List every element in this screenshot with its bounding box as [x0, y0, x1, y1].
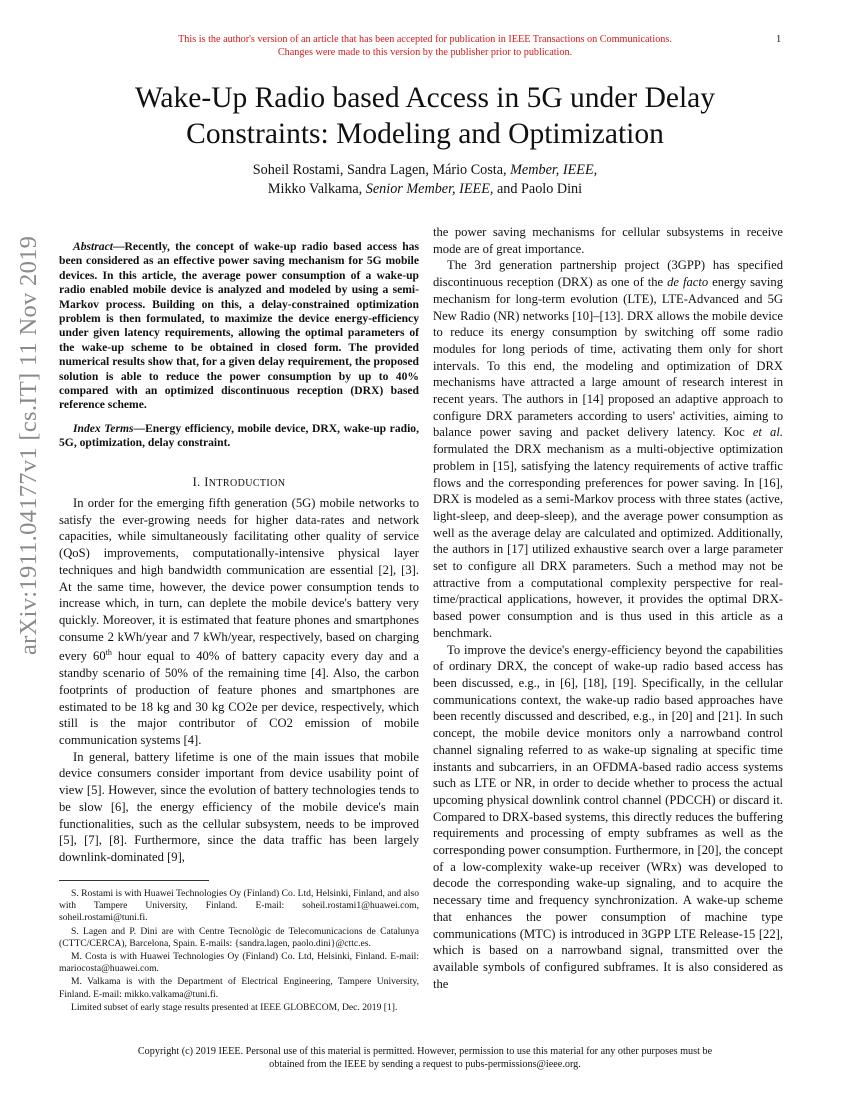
title-line-2: Constraints: Modeling and Optimization	[186, 118, 664, 150]
page-number: 1	[776, 34, 782, 45]
paragraph-text: hour equal to 40% of battery capacity every day and a standby scenario of 50% of the remaining time [4]. Also, the carbon footprints of production of feature phones and smartphones are estimated to be 18 kg and 30 kg CO2e per device, respectively, which still is the major contributor of CO2 emission of mobile communication systems [4].	[59, 649, 419, 748]
paragraph: To improve the device's energy-efficiency beyond the capabilities of ordinary DRX, the concept of wake-up radio based access has been discussed, e.g., in [6], [18], [19]. Specifically, in the cellular communications context, the wake-up radio based approaches have been recently discussed and described, e.g., in [20] and [21]. In such concept, the mobile device monitors only a narrowband control channel signaling referred to as wake-up signaling at specific time instants and subcarriers, in an OFDMA-based radio access systems such as LTE or NR, in order to decide whether to process the actual upcoming physical downlink control channel (PDCCH) or discard it. Compared to DRX-based systems, this directly reduces the buffering requirements and processing of empty subframes as well as the corresponding power consumption. Furthermore, in [20], the concept of a low-complexity wake-up receiver (WRx) was developed to decode the corresponding wake-up signaling, and to acquire the necessary time and frequency synchronization. A wake-up scheme that enhances the power consumption of machine type communications (MTC) is introduced in 3GPP LTE Release-15 [22], which is based on a narrowband signal, transmitted over the available symbols of configured subframes. It is also considered as the	[433, 642, 783, 991]
left-column-body	[59, 495, 419, 866]
paper-title	[60, 80, 790, 152]
copyright-notice	[60, 1045, 790, 1071]
paragraph: In general, battery lifetime is one of the main issues that mobile device consumers consider important from device usability point of view [5]. However, since the evolution of battery technologies tends to be slow [6], the energy efficiency of the mobile device's main functionalities, such as the cellular subsystem, needs to be improved [5], [7], [8]. Furthermore, since the data traffic has been largely downlink-dominated [9],	[59, 749, 419, 864]
publication-notice	[0, 33, 850, 59]
authors-line-2-names: Mikko Valkama,	[267, 181, 366, 197]
footnote: M. Valkama is with the Department of Electrical Engineering, Tampere University, Finland. E-mail: mikko.valkama@tuni.fi.	[59, 976, 419, 1000]
footnote-rule	[59, 880, 209, 881]
index-terms-lead: Index Terms	[73, 422, 134, 435]
section-number: I.	[192, 475, 205, 489]
footnote: S. Lagen and P. Dini are with Centre Tecnològic de Telecomunicacions de Catalunya (CTTC/CERCA), Barcelona, Spain. E-mails: {sandra.lagen, paolo.dini}@cttc.es.	[59, 925, 419, 949]
authors-line-1-title: Member, IEEE,	[510, 162, 598, 178]
footnotes	[59, 888, 419, 1015]
section-heading-introduction	[59, 475, 419, 490]
footnote: M. Costa is with Huawei Technologies Oy (Finland) Co. Ltd, Helsinki, Finland. E-mail: mariocosta@huawei.com.	[59, 951, 419, 975]
copyright-line-2: obtained from the IEEE by sending a request to pubs-permissions@ieee.org.	[269, 1059, 581, 1070]
abstract	[59, 240, 419, 413]
authors-line-1-names: Soheil Rostami, Sandra Lagen, Mário Costa,	[252, 162, 511, 178]
copyright-line-1: Copyright (c) 2019 IEEE. Personal use of this material is permitted. However, permission to use this material for any other purposes must be	[137, 1046, 713, 1057]
arxiv-stamp: arXiv:1911.04177v1 [cs.IT] 11 Nov 2019	[15, 235, 42, 655]
paragraph	[433, 257, 783, 641]
paragraph-text: The 3rd generation partnership project (3GPP) has specified discontinuous reception (DRX) as one of the	[433, 258, 783, 290]
index-terms-text: —Energy efficiency, mobile device, DRX, wake-up radio, 5G, optimization, delay constraint.	[59, 422, 419, 450]
abstract-text: —Recently, the concept of wake-up radio based access has been considered as an effective power saving mechanism for 5G mobile devices. In this article, the average power consumption of a wake-up radio enabled mobile device is analyzed and modeled by using a semi-Markov process. Building on this, a delay-constrained optimization problem is then formulated, to maximize the device energy-efficiency under given latency requirements, allowing the optimal parameters of the wake-up scheme to be obtained in closed form. The provided numerical results show that, for a given delay requirement, the proposed solution is able to reduce the power consumption by up to 40% compared with an optimized discontinuous reception (DRX) based reference scheme.	[59, 240, 419, 412]
abstract-lead: Abstract	[73, 240, 113, 253]
authors-line-2-title: Senior Member, IEEE,	[365, 181, 494, 197]
section-initial: I	[204, 475, 209, 489]
footnote: S. Rostami is with Huawei Technologies Oy (Finland) Co. Ltd, Helsinki, Finland, and also with Tampere University, Finland. E-mail: soheil.rostami1@huawei.com, soheil.rostami@tuni.fi.	[59, 888, 419, 924]
authors-line-2-tail: and Paolo Dini	[493, 181, 583, 197]
title-line-1: Wake-Up Radio based Access in 5G under Delay	[134, 82, 716, 114]
notice-line-2: Changes were made to this version by the publisher prior to publication.	[277, 47, 573, 58]
paragraph: the power saving mechanisms for cellular subsystems in receive mode are of great importance.	[433, 225, 783, 256]
italic-text: et al.	[752, 425, 783, 440]
paragraph-text: In order for the emerging fifth generation (5G) mobile networks to satisfy the ever-growing needs for higher data-rates and network capacities, while simultaneously facilitating other quality of service (QoS) improvements, computationally-intensive physical layer techniques and high bandwidth communication are essential [2], [3]. At the same time, however, the device power consumption tends to increase which, in turn, can deplete the mobile device's battery very quickly. Moreover, it is estimated that feature phones and smartphones consume 2 kWh/year and 7 kWh/year, respectively, based on charging every 60	[59, 496, 419, 664]
right-column-body	[433, 224, 783, 992]
index-terms	[59, 422, 419, 451]
paragraph-text: formulated the DRX mechanism as a multi-objective optimization problem in [15], satisfying the latency requirements of active traffic flows and the corresponding preferences for power saving. In [16], DRX is modeled as a semi-Markov process with three states (active, light-sleep, and deep-sleep), and the average power consumption as well as the average delay are calculated and optimized. Additionally, the authors in [17] utilized exhaustive search over a large parameter set to configure all DRX parameters. Such a method may not be attractive from a computational complexity perspective for real-time/practical applications, however, it provides the optimal DRX-based power consumption and is thus used in this article as a benchmark.	[433, 442, 783, 640]
author-list	[80, 161, 770, 199]
paragraph	[59, 495, 419, 749]
section-rest: NTRODUCTION	[208, 478, 286, 489]
italic-text: de facto	[667, 275, 709, 290]
paragraph-text: energy saving mechanism for long-term evolution (LTE), LTE-Advanced and 5G New Radio (NR) networks [10]–[13]. DRX allows the mobile device to reduce its energy consumption by switching off some radio modules for long periods of time, activating them only for short intervals. To this end, the modeling and optimization of DRX mechanisms have attracted a large amount of research interest in recent years. The authors in [14] proposed an adaptive approach to configure DRX parameters according to users' activities, aiming to balance power saving and packet delivery latency. Koc	[433, 275, 784, 440]
superscript: th	[105, 648, 112, 658]
footnote: Limited subset of early stage results presented at IEEE GLOBECOM, Dec. 2019 [1].	[71, 1001, 398, 1013]
notice-line-1: This is the author's version of an article that has been accepted for publication in IEEE Transactions on Communications.	[178, 34, 672, 45]
